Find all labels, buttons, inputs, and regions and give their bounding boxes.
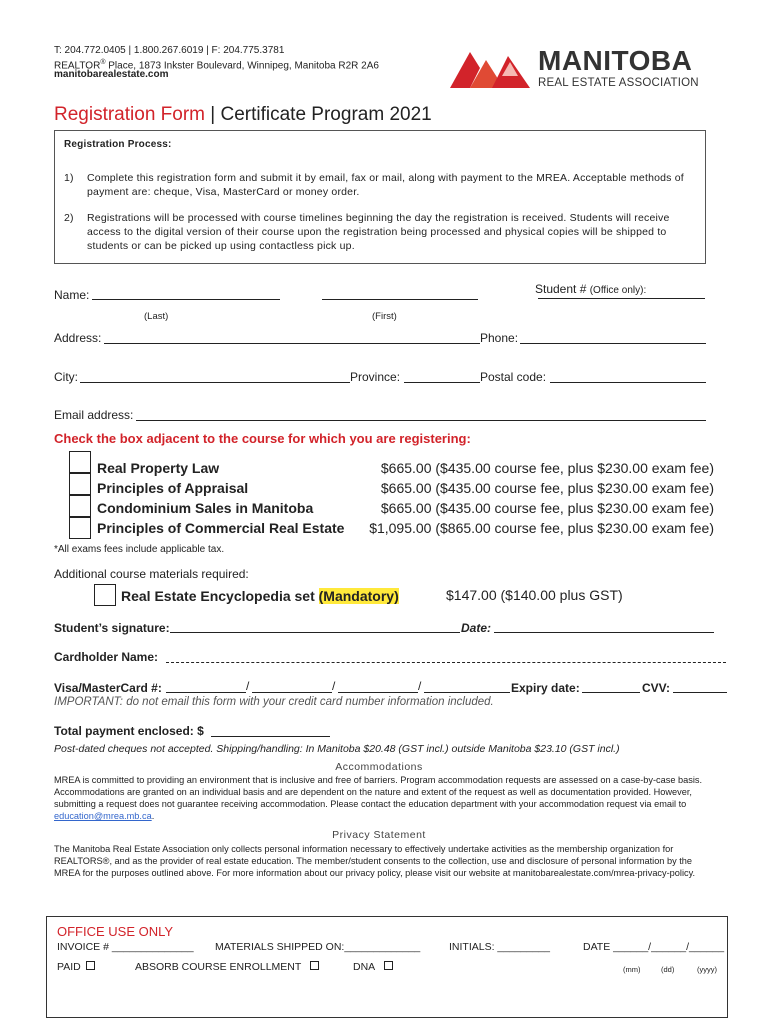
card-number-label: Visa/MasterCard #: [54, 681, 162, 695]
accommodations-body: MREA is committed to providing an environment that is inclusive and free of barriers. Program accommodation requests are assessed on a case-by-case basis. Accommodations are granted on an individual basis and are dependent on the nature and extent of the request as well as documentation provided. However, submitting a request does not guarantee receiving accommodation. Please contact the education department with your accommodation request via email to [54, 775, 703, 809]
name-label: Name: [54, 288, 90, 302]
courses-heading: Check the box adjacent to the course for which you are registering: [54, 431, 471, 446]
phone-label: Phone: [480, 331, 519, 345]
course-price-2: $665.00 ($435.00 course fee, plus $230.00 exam fee) [380, 480, 714, 496]
city-label: City: [54, 370, 78, 384]
first-name-field[interactable] [322, 299, 478, 300]
process-num-1: 1) [64, 172, 74, 184]
date-dd-label: (dd) [661, 965, 675, 974]
process-text-1: Complete this registration form and submit it by email, fax or mail, along with payment to the MREA. Acceptable methods of payment are: cheque, Visa, MasterCard or money order. [87, 172, 684, 198]
course-name-1: Real Property Law [97, 460, 220, 476]
date-mm-label: (mm) [623, 965, 641, 974]
card-number-group-2[interactable] [252, 692, 332, 693]
signature-field[interactable] [170, 632, 460, 633]
title-main: Registration Form [54, 104, 205, 125]
total-label: Total payment enclosed: $ [54, 724, 204, 738]
total-field[interactable] [211, 736, 330, 737]
postal-label: Postal code: [480, 370, 547, 384]
office-absorb-label: ABSORB COURSE ENROLLMENT [135, 961, 302, 973]
process-text-2: Registrations will be processed with course timelines beginning the day the registration is received. Students will receive access to the digital version of their course upon the registration being processed and physical copies will be shipped to students or can be picked up using contactless pick up. [87, 212, 670, 252]
mrea-logo [450, 46, 710, 90]
office-dna-label: DNA [353, 961, 375, 973]
card-slash-3: / [418, 679, 422, 693]
materials-item-name: Real Estate Encyclopedia set [121, 588, 319, 604]
accommodations-title: Accommodations [335, 761, 423, 773]
course-checkbox-commercial-real-estate[interactable] [69, 517, 91, 539]
expiry-label: Expiry date: [511, 681, 580, 695]
address-field[interactable] [104, 343, 480, 344]
postdated-note: Post-dated cheques not accepted. Shipping/handling: In Manitoba $20.48 (GST incl.) outside Manitoba $23.10 (GST incl.) [54, 743, 620, 755]
logo-mark-icon [450, 46, 532, 90]
student-number-field[interactable] [538, 298, 705, 299]
office-paid [57, 961, 95, 973]
website-text: manitobarealestate.com [54, 69, 169, 80]
privacy-title: Privacy Statement [332, 829, 426, 841]
office-date: DATE ______/______/______ [583, 941, 725, 953]
card-number-group-1[interactable] [166, 692, 246, 693]
contact-line: T: 204.772.0405 | 1.800.267.6019 | F: 204.775.3781 [54, 45, 285, 56]
course-name-4: Principles of Commercial Real Estate [97, 520, 345, 536]
dna-checkbox[interactable] [384, 961, 393, 970]
title-sub: Certificate Program 2021 [220, 104, 432, 125]
page-title [54, 103, 432, 127]
office-invoice: INVOICE # ______________ [57, 941, 194, 953]
mandatory-highlight: (Mandatory) [318, 588, 399, 604]
office-initials: INITIALS: _________ [449, 941, 550, 953]
accommodations-text [54, 774, 714, 822]
office-paid-label: PAID [57, 961, 81, 973]
date-label: Date: [461, 621, 492, 635]
course-price-1: $665.00 ($435.00 course fee, plus $230.00 exam fee) [380, 460, 714, 476]
office-materials-shipped: MATERIALS SHIPPED ON:_____________ [215, 941, 421, 953]
course-name-2: Principles of Appraisal [97, 480, 249, 496]
office-dna [353, 961, 393, 973]
important-note: IMPORTANT: do not email this form with your credit card number information included. [54, 696, 494, 708]
student-number-text: Student # [535, 282, 587, 296]
last-label: (Last) [144, 311, 169, 322]
accommodations-end: . [151, 811, 155, 821]
course-checkbox-condominium-sales[interactable] [69, 495, 91, 517]
realtor-text: REALTOR [54, 60, 101, 72]
logo-subtitle: REAL ESTATE ASSOCIATION [538, 77, 699, 89]
materials-heading: Additional course materials required: [54, 567, 249, 581]
title-separator: | [205, 104, 221, 125]
education-email-link[interactable]: education@mrea.mb.ca [54, 811, 152, 821]
course-price-3: $665.00 ($435.00 course fee, plus $230.00 exam fee) [380, 500, 714, 516]
student-number-label [535, 282, 646, 296]
province-field[interactable] [404, 382, 480, 383]
email-field[interactable] [136, 420, 706, 421]
course-price-4: $1,095.00 ($865.00 course fee, plus $230.00 exam fee) [369, 520, 714, 536]
first-label: (First) [372, 311, 397, 322]
city-field[interactable] [80, 382, 350, 383]
process-heading: Registration Process: [64, 139, 172, 150]
card-slash-1: / [246, 679, 250, 693]
registered-mark: ® [100, 59, 106, 66]
logo-title: MANITOBA [538, 45, 693, 76]
cardholder-label: Cardholder Name: [54, 650, 159, 664]
date-field[interactable] [494, 632, 714, 633]
card-slash-2: / [332, 679, 336, 693]
office-absorb [135, 961, 319, 973]
address-label: Address: [54, 331, 102, 345]
registration-process-box [54, 130, 706, 264]
cvv-field[interactable] [673, 692, 727, 693]
email-label: Email address: [54, 408, 134, 422]
province-label: Province: [350, 370, 401, 384]
process-num-2: 2) [64, 212, 74, 224]
cvv-label: CVV: [642, 681, 671, 695]
privacy-text: The Manitoba Real Estate Association only collects personal information necessary to effectively undertake activities as the membership organization for REALTORS®, and as the provider of real estate education. The member/student consents to the collection, use and disclosure of personal information by the MREA for the purposes outlined above. For more information about our privacy policy, please visit our website at manitobarealestate.com/mrea-privacy-policy. [54, 844, 696, 878]
office-title: OFFICE USE ONLY [57, 924, 174, 939]
absorb-checkbox[interactable] [310, 961, 319, 970]
phone-field[interactable] [520, 343, 706, 344]
office-use-box [46, 916, 728, 1018]
last-name-field[interactable] [92, 299, 280, 300]
course-checkbox-principles-appraisal[interactable] [69, 473, 91, 495]
paid-checkbox[interactable] [86, 961, 95, 970]
course-checkbox-real-property-law[interactable] [69, 451, 91, 473]
address-text: Place, 1873 Inkster Boulevard, Winnipeg, Manitoba R2R 2A6 [105, 60, 379, 72]
cardholder-field[interactable] [166, 662, 726, 663]
materials-item [121, 586, 399, 606]
signature-label: Student’s signature: [54, 621, 170, 635]
materials-price: $147.00 ($140.00 plus GST) [446, 587, 623, 603]
date-yyyy-label: (yyyy) [697, 965, 717, 974]
card-number-group-3[interactable] [338, 692, 418, 693]
exam-fee-note: *All exams fees include applicable tax. [54, 544, 225, 555]
card-number-group-4[interactable] [424, 692, 510, 693]
student-number-note: (Office only): [589, 285, 647, 296]
course-name-3: Condominium Sales in Manitoba [97, 500, 314, 516]
expiry-field[interactable] [582, 692, 640, 693]
materials-checkbox[interactable] [94, 584, 116, 606]
postal-field[interactable] [550, 382, 706, 383]
